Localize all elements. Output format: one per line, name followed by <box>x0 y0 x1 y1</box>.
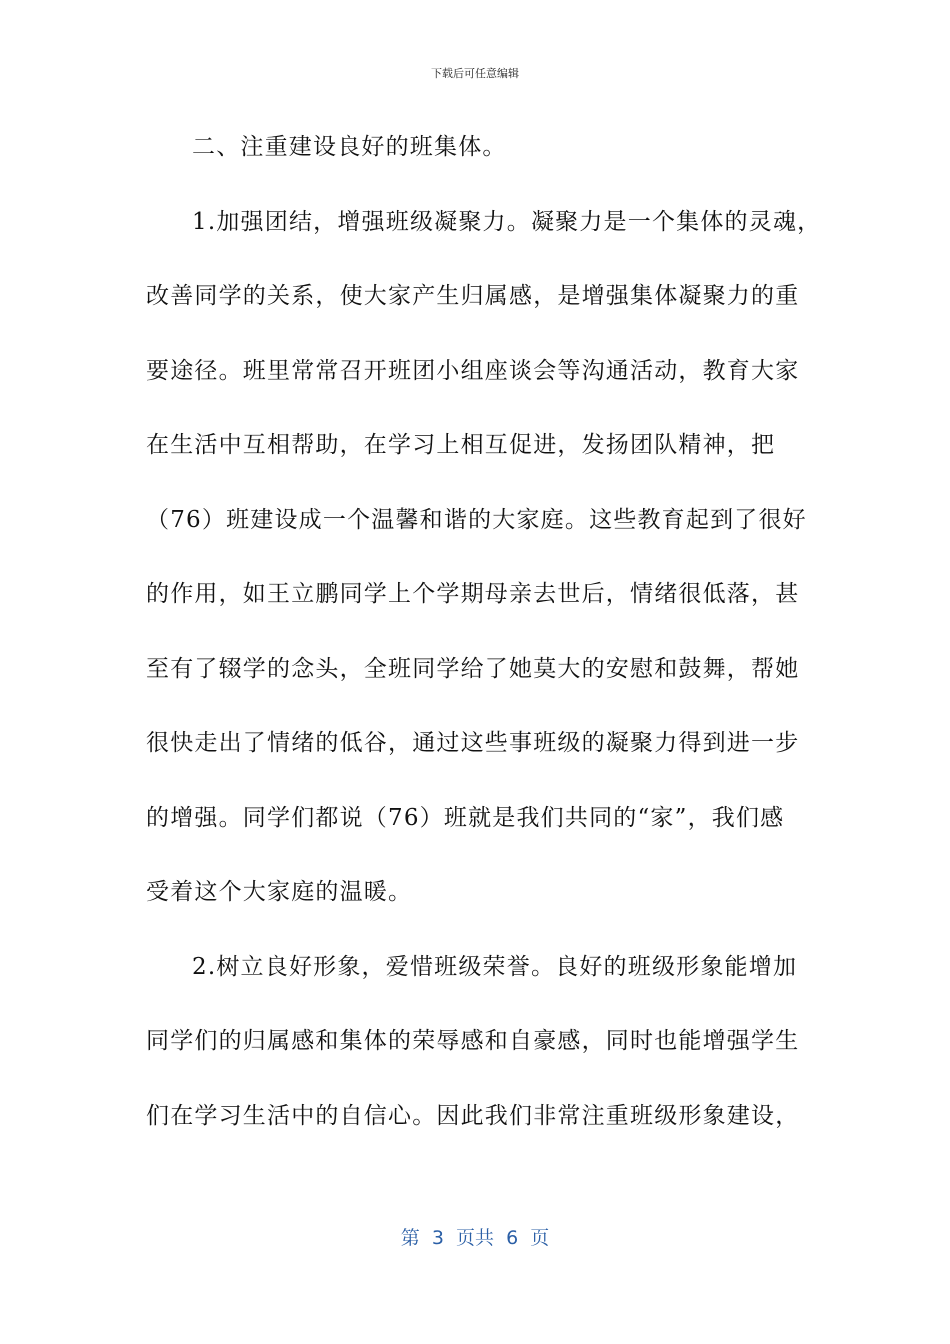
paragraph-line: 至有了辍学的念头，全班同学给了她莫大的安慰和鼓舞，帮她 <box>146 655 800 682</box>
paragraph-line: 要途径。班里常常召开班团小组座谈会等沟通活动，教育大家 <box>146 357 800 384</box>
paragraph-line: 在生活中互相帮助，在学习上相互促进，发扬团队精神，把 <box>146 432 776 458</box>
paragraph-line: 受着这个大家庭的温暖。 <box>146 879 413 905</box>
paragraph-line: 1.加强团结，增强班级凝聚力。凝聚力是一个集体的灵魂， <box>192 208 822 235</box>
section-heading: 二、注重建设良好的班集体。 <box>192 134 507 160</box>
paragraph-line: 改善同学的关系，使大家产生归属感，是增强集体凝聚力的重 <box>146 283 800 309</box>
paragraph-line: 很快走出了情绪的低谷，通过这些事班级的凝聚力得到进一步 <box>146 730 800 756</box>
paragraph-line: 们在学习生活中的自信心。因此我们非常注重班级形象建设， <box>146 1102 800 1129</box>
document-body <box>146 127 822 1170</box>
page-number-footer: 第 3 页共 6 页 <box>400 1227 550 1249</box>
paragraph-line: 2.树立良好形象，爱惜班级荣誉。良好的班级形象能增加 <box>192 953 798 980</box>
paragraph-line: 的增强。同学们都说（76）班就是我们共同的“家”，我们感 <box>146 804 785 831</box>
paragraph-line: 的作用，如王立鹏同学上个学期母亲去世后，情绪很低落，甚 <box>146 581 800 607</box>
page-header: 下载后可任意编辑 <box>431 67 519 80</box>
paragraph-line: （76）班建设成一个温馨和谐的大家庭。这些教育起到了很好 <box>146 506 807 533</box>
paragraph-line: 同学们的归属感和集体的荣辱感和自豪感，同时也能增强学生 <box>146 1028 800 1054</box>
